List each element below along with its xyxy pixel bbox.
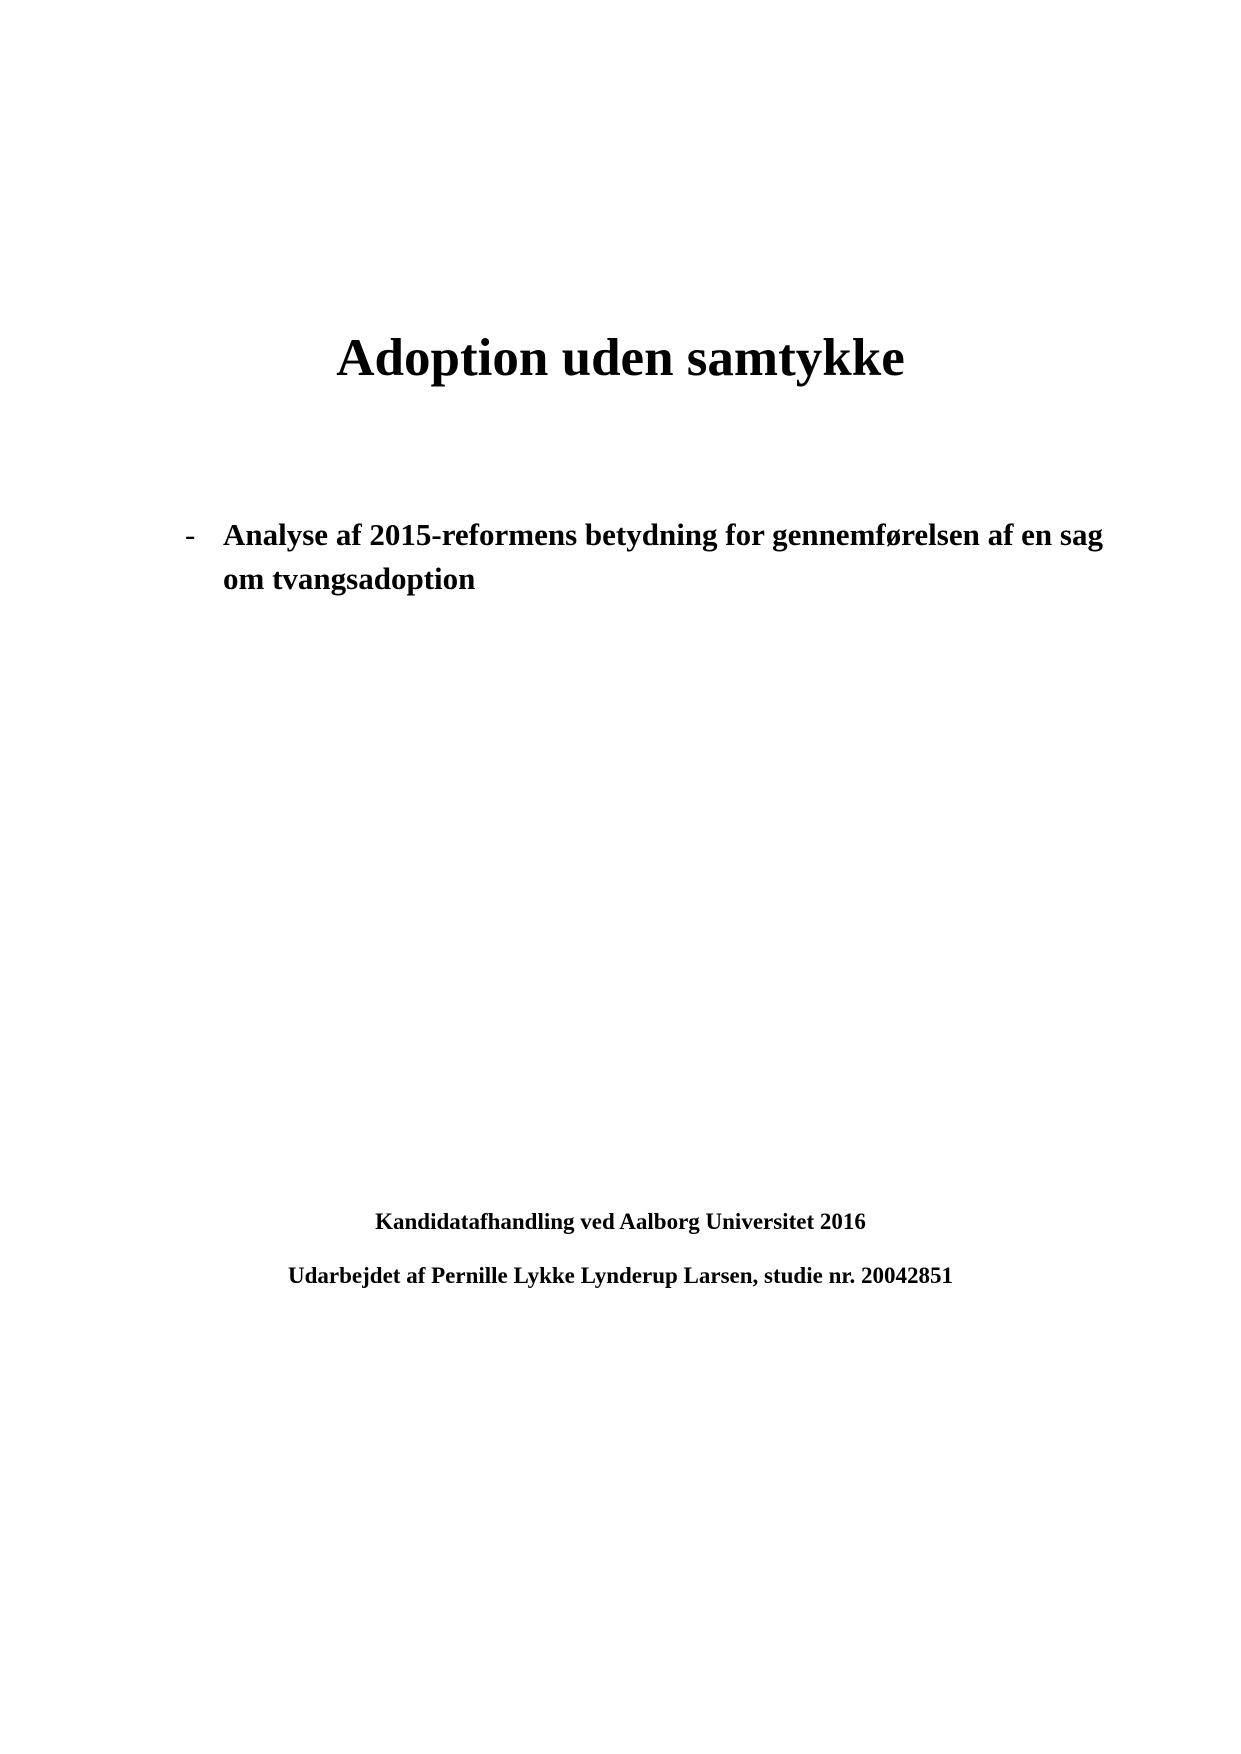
author-info: Udarbejdet af Pernille Lykke Lynderup Larsen, studie nr. 20042851 (288, 1263, 953, 1288)
document-subtitle: Analyse af 2015-reformens betydning for gennemførelsen af en sag om tvangsadoption (223, 517, 1103, 596)
list-dash-marker: - (185, 517, 196, 552)
thesis-info: Kandidatafhandling ved Aalborg Universitet 2016 (375, 1209, 866, 1234)
document-title: Adoption uden samtykke (336, 329, 905, 387)
